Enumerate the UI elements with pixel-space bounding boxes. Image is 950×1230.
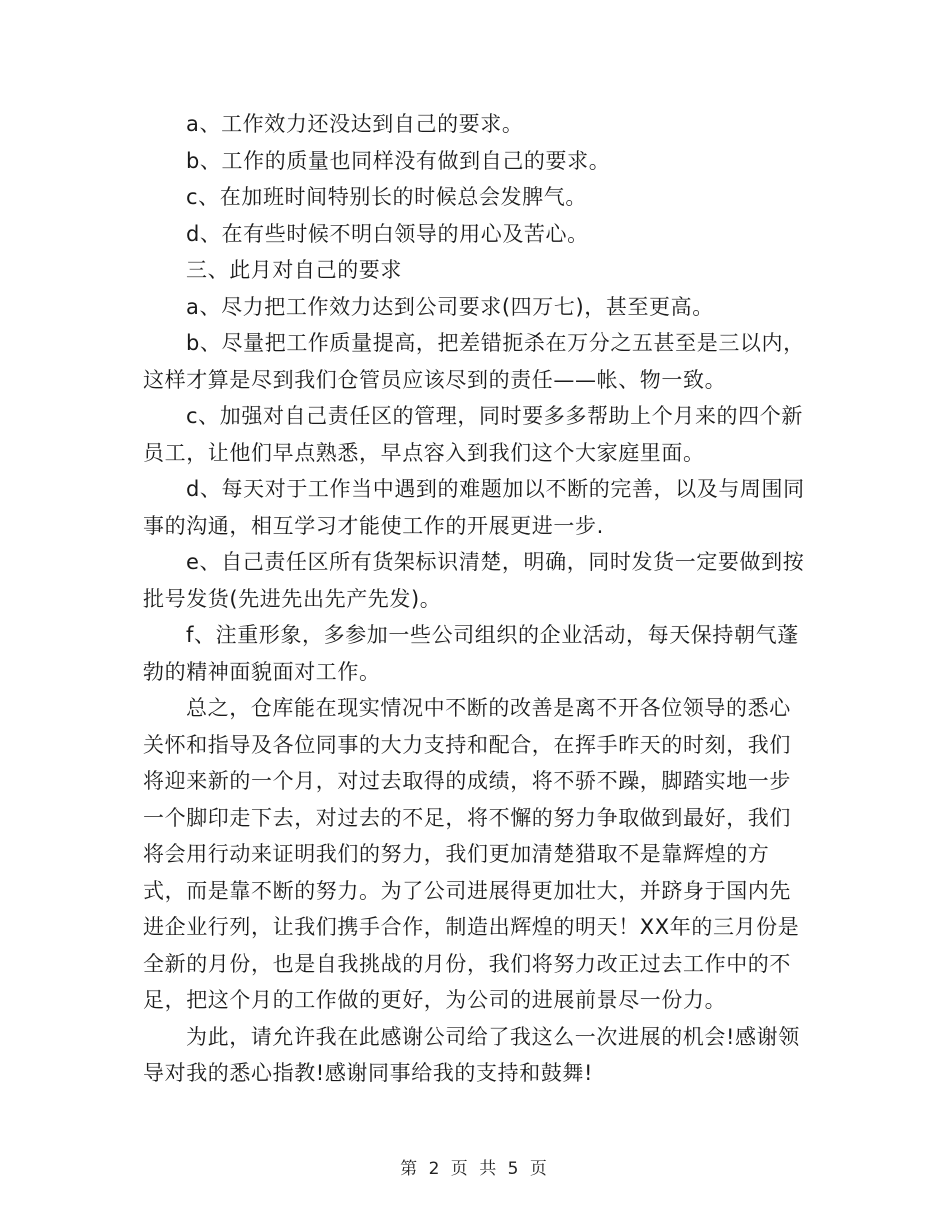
requirement-item-a: a、尽力把工作效力达到公司要求(四万七)，甚至更高。	[186, 294, 714, 319]
requirement-item-e: e、自己责任区所有货架标识清楚，明确，同时发货一定要做到按批号发货(先进先出先产先发)。	[143, 550, 805, 611]
list-item-c-overtime: c、在加班时间特别长的时候总会发脾气。	[186, 185, 587, 209]
list-item-b-quality: b、工作的质量也同样没有做到自己的要求。	[186, 148, 611, 173]
summary-paragraph: 总之，仓库能在现实情况中不断的改善是离不开各位领导的悉心关怀和指导及各位同事的大力支持和配合，在挥手昨天的时刻，我们将迎来新的一个月，对过去取得的成绩，将不骄不躁，脚踏实地一步一个脚印走下去，对过去的不足，将不懈的努力争取做到最好，我们将会用行动来证明我们的努力，我们更加清楚猎取不是靠辉煌的方式，而是靠不断的努力。为了公司进展得更加壮大，并跻身于国内先进企业行列，让我们携手合作，制造出辉煌的明天！XX年的三月份是全新的月份，也是自我挑战的月份，我们将努力改正过去工作中的不足，把这个月的工作做的更好，为公司的进展前景尽一份力。	[143, 696, 800, 1012]
requirement-item-f: f、注重形象，多参加一些公司组织的企业活动，每天保持朝气蓬勃的精神面貌面对工作。	[143, 623, 799, 684]
list-item-a-efficiency: a、工作效力还没达到自己的要求。	[186, 112, 524, 136]
document-body	[143, 106, 811, 1092]
page-number-footer: 第 2 页 共 5 页	[400, 1159, 550, 1179]
requirement-item-b: b、尽量把工作质量提高，把差错扼杀在万分之五甚至是三以内，这样才算是尽到我们仓管员应该尽到的责任——帐、物一致。	[143, 331, 805, 392]
requirement-item-d: d、每天对于工作当中遇到的难题加以不断的完善，以及与周围同事的沟通，相互学习才能使工作的开展更进一步.	[143, 477, 805, 538]
section-heading-requirements: 三、此月对自己的要求	[186, 258, 402, 282]
thanks-paragraph: 为此，请允许我在此感谢公司给了我这么一次进展的机会!感谢领导对我的悉心指教!感谢同事给我的支持和鼓舞!	[143, 1024, 800, 1085]
list-item-d-understanding: d、在有些时候不明白领导的用心及苦心。	[186, 221, 589, 246]
requirement-item-c: c、加强对自己责任区的管理，同时要多多帮助上个月来的四个新员工，让他们早点熟悉，早点容入到我们这个大家庭里面。	[143, 404, 803, 465]
